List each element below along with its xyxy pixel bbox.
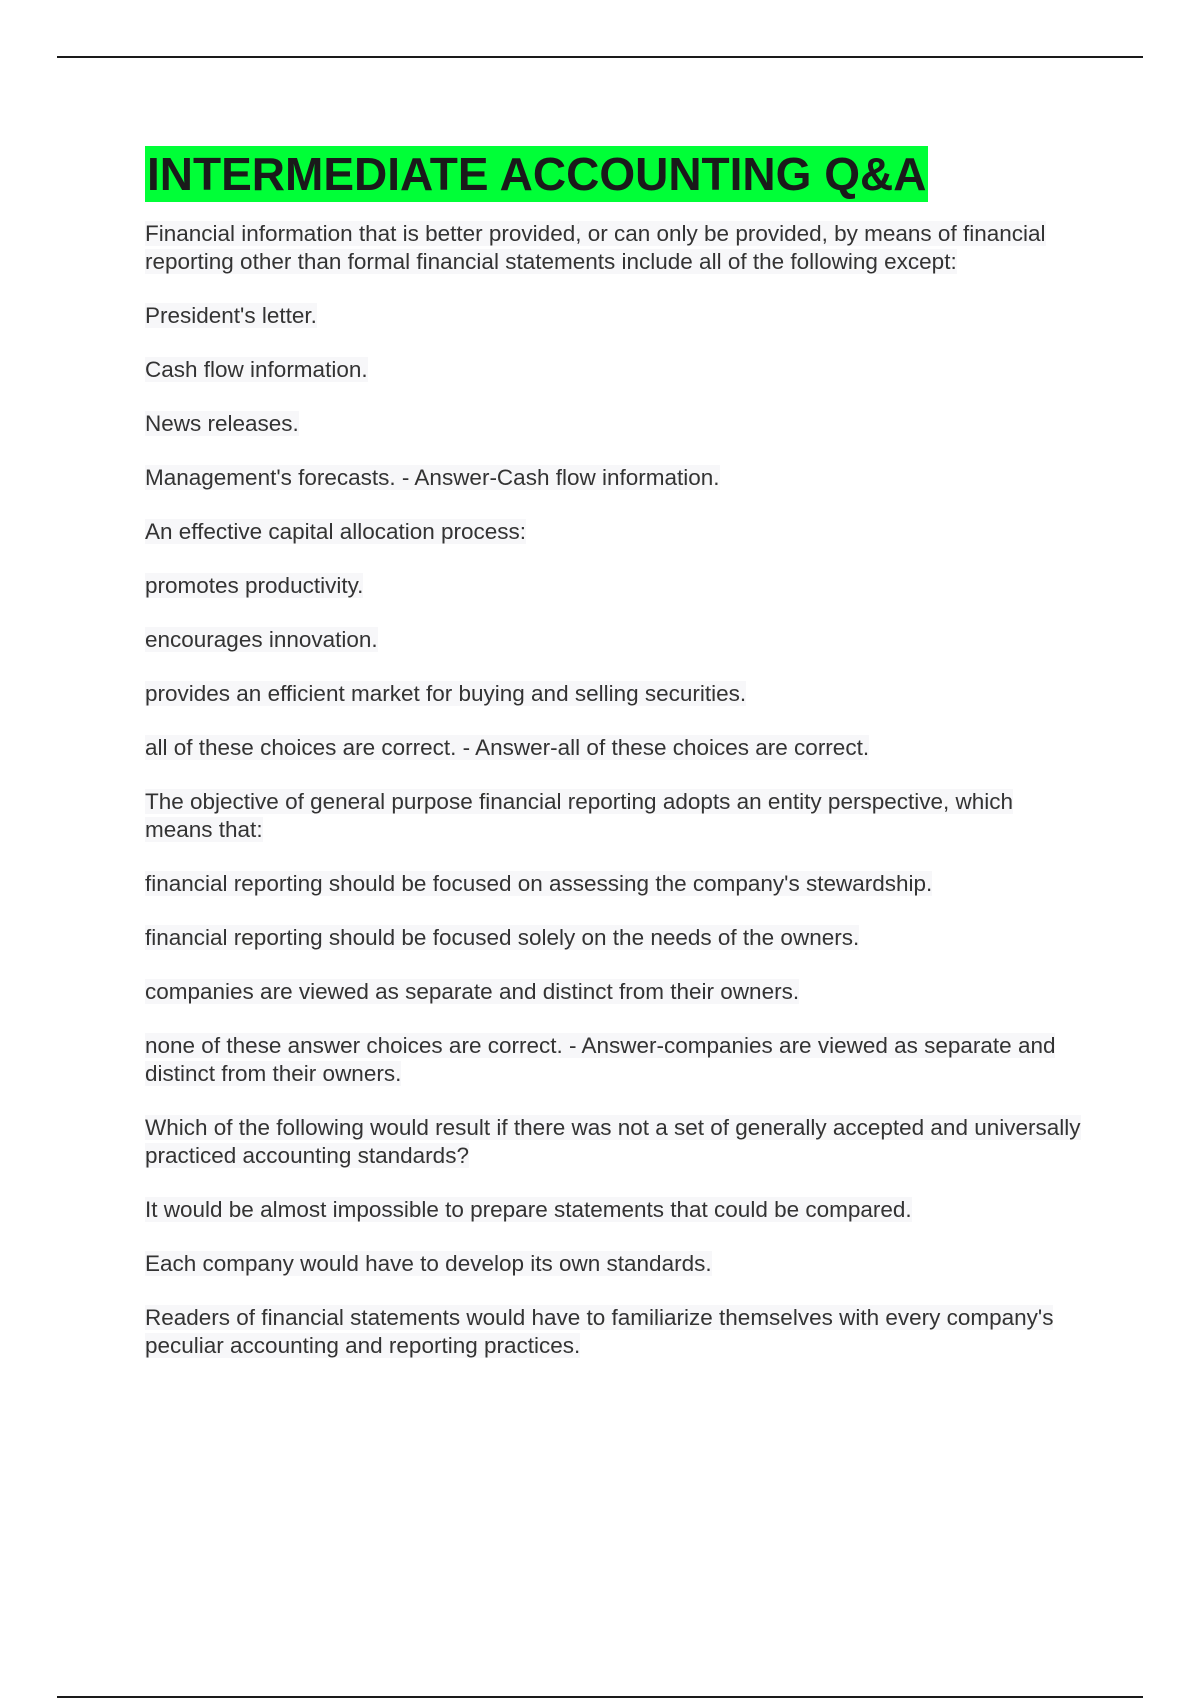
- question-3-stem: [145, 788, 1085, 844]
- question-4-stem: [145, 1114, 1085, 1170]
- paragraph-text: all of these choices are correct. - Answer-all of these choices are correct.: [145, 735, 870, 760]
- question-4-choice-c: [145, 1304, 1085, 1360]
- question-1-choice-d-answer: [145, 464, 1085, 492]
- question-1-choice-b: [145, 356, 1085, 384]
- paragraph-text: An effective capital allocation process:: [145, 519, 527, 544]
- question-1-choice-a: [145, 302, 1085, 330]
- paragraph-text: encourages innovation.: [145, 627, 378, 652]
- paragraph-text: companies are viewed as separate and distinct from their owners.: [145, 979, 800, 1004]
- paragraph-text: financial reporting should be focused on assessing the company's stewardship.: [145, 871, 933, 896]
- question-2-choice-c: [145, 680, 1085, 708]
- paragraph-text: Cash flow information.: [145, 357, 368, 382]
- paragraph-text: Readers of financial statements would have to familiarize themselves with every company's peculiar accounting and reporting practices.: [145, 1305, 1054, 1358]
- bottom-rule: [57, 1696, 1143, 1698]
- paragraph-text: financial reporting should be focused solely on the needs of the owners.: [145, 925, 860, 950]
- question-3-choice-b: [145, 924, 1085, 952]
- paragraph-text: The objective of general purpose financial reporting adopts an entity perspective, which means that:: [145, 789, 1014, 842]
- paragraph-text: News releases.: [145, 411, 299, 436]
- question-2-choice-d-answer: [145, 734, 1085, 762]
- paragraph-text: promotes productivity.: [145, 573, 364, 598]
- paragraph-text: Financial information that is better provided, or can only be provided, by means of financial reporting other than formal financial statements include all of the following except:: [145, 221, 1046, 274]
- question-3-choice-d-answer: [145, 1032, 1085, 1088]
- question-2-stem: [145, 518, 1085, 546]
- question-2-choice-b: [145, 626, 1085, 654]
- question-3-choice-c: [145, 978, 1085, 1006]
- top-rule: [57, 56, 1143, 58]
- paragraph-text: provides an efficient market for buying and selling securities.: [145, 681, 747, 706]
- paragraph-text: Each company would have to develop its own standards.: [145, 1251, 712, 1276]
- paragraph-text: Which of the following would result if there was not a set of generally accepted and universally practiced accounting standards?: [145, 1115, 1081, 1168]
- question-3-choice-a: [145, 870, 1085, 898]
- document-body: [145, 146, 1085, 1386]
- question-1-choice-c: [145, 410, 1085, 438]
- question-4-choice-b: [145, 1250, 1085, 1278]
- paragraph-text: It would be almost impossible to prepare statements that could be compared.: [145, 1197, 912, 1222]
- question-2-choice-a: [145, 572, 1085, 600]
- paragraph-text: Management's forecasts. - Answer-Cash flow information.: [145, 465, 720, 490]
- paragraph-text: President's letter.: [145, 303, 317, 328]
- question-4-choice-a: [145, 1196, 1085, 1224]
- document-title: INTERMEDIATE ACCOUNTING Q&A: [147, 148, 927, 200]
- question-1-stem: [145, 220, 1085, 276]
- paragraph-text: none of these answer choices are correct. - Answer-companies are viewed as separate and distinct from their owners.: [145, 1033, 1056, 1086]
